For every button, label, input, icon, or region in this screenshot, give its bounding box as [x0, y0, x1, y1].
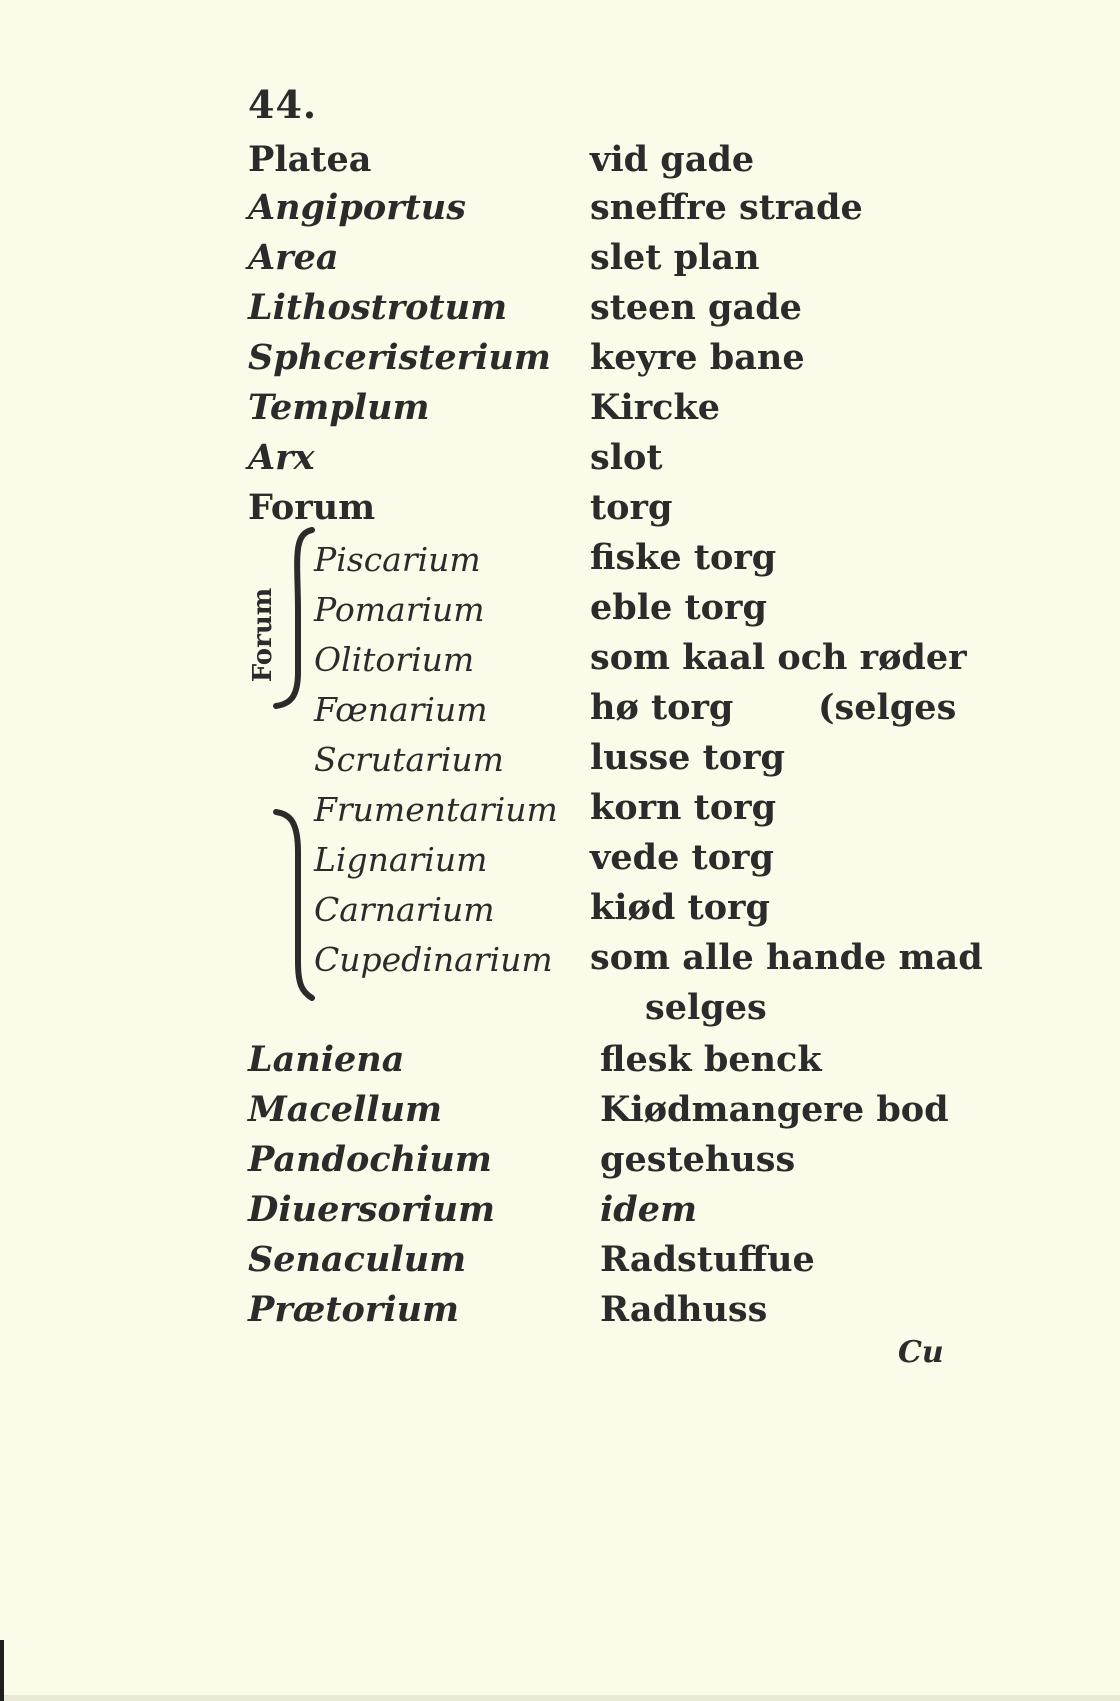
danish-term: kiød torg [590, 887, 770, 928]
danish-term: eble torg [590, 587, 767, 628]
danish-term: slet plan [590, 237, 760, 278]
latin-term: Diuersorium [248, 1189, 496, 1230]
danish-term: Kircke [590, 387, 720, 428]
danish-term: gestehuss [600, 1139, 796, 1180]
latin-term: Forum [248, 487, 376, 528]
latin-subterm: Lignarium [314, 840, 488, 879]
danish-continuation: selges [645, 987, 767, 1028]
latin-subterm: Cupedinarium [314, 940, 553, 979]
latin-term: Platea [248, 139, 372, 180]
latin-term: Lithostrotum [248, 287, 508, 328]
danish-term: som alle hande mad [590, 937, 983, 978]
latin-term: Macellum [248, 1089, 443, 1130]
latin-subterm: Fœnarium [314, 690, 488, 729]
danish-term: korn torg [590, 787, 777, 828]
latin-term: Arx [248, 437, 315, 478]
danish-term: lusse torg [590, 737, 786, 778]
forum-vertical-label: Forum [248, 587, 278, 683]
danish-term: som kaal och røder [590, 637, 967, 678]
danish-term: vid gade [590, 139, 755, 180]
latin-term: Area [248, 237, 339, 278]
danish-term: Kiødmangere bod [600, 1089, 949, 1130]
danish-term: flesk benck [600, 1039, 822, 1080]
page-number: 44. [248, 82, 318, 127]
danish-term: keyre bane [590, 337, 805, 378]
latin-subterm: Piscarium [314, 540, 481, 579]
page-bottom-edge [0, 1695, 1120, 1701]
latin-term: Templum [248, 387, 430, 428]
danish-term: steen gade [590, 287, 802, 328]
catchword: Cu [898, 1335, 944, 1370]
danish-term: Radhuss [600, 1289, 768, 1330]
danish-term: vede torg [590, 837, 774, 878]
danish-term: idem [600, 1189, 698, 1230]
latin-subterm: Carnarium [314, 890, 495, 929]
latin-subterm: Pomarium [314, 590, 485, 629]
latin-subterm: Scrutarium [314, 740, 504, 779]
danish-term: Radstuffue [600, 1239, 815, 1280]
danish-continuation: (selges [818, 687, 957, 728]
latin-subterm: Olitorium [314, 640, 475, 679]
danish-term: torg [590, 487, 673, 528]
danish-term: hø torg [590, 687, 734, 728]
latin-term: Senaculum [248, 1239, 467, 1280]
latin-term: Angiportus [248, 187, 466, 228]
latin-term: Sphceristerium [248, 337, 551, 378]
latin-term: Pandochium [248, 1139, 492, 1180]
latin-term: Laniena [248, 1039, 405, 1080]
latin-subterm: Frumentarium [314, 790, 558, 829]
latin-term: Prætorium [248, 1289, 460, 1330]
danish-term: fiske torg [590, 537, 777, 578]
page-left-edge [0, 1640, 4, 1701]
danish-term: sneffre strade [590, 187, 863, 228]
danish-term: slot [590, 437, 663, 478]
